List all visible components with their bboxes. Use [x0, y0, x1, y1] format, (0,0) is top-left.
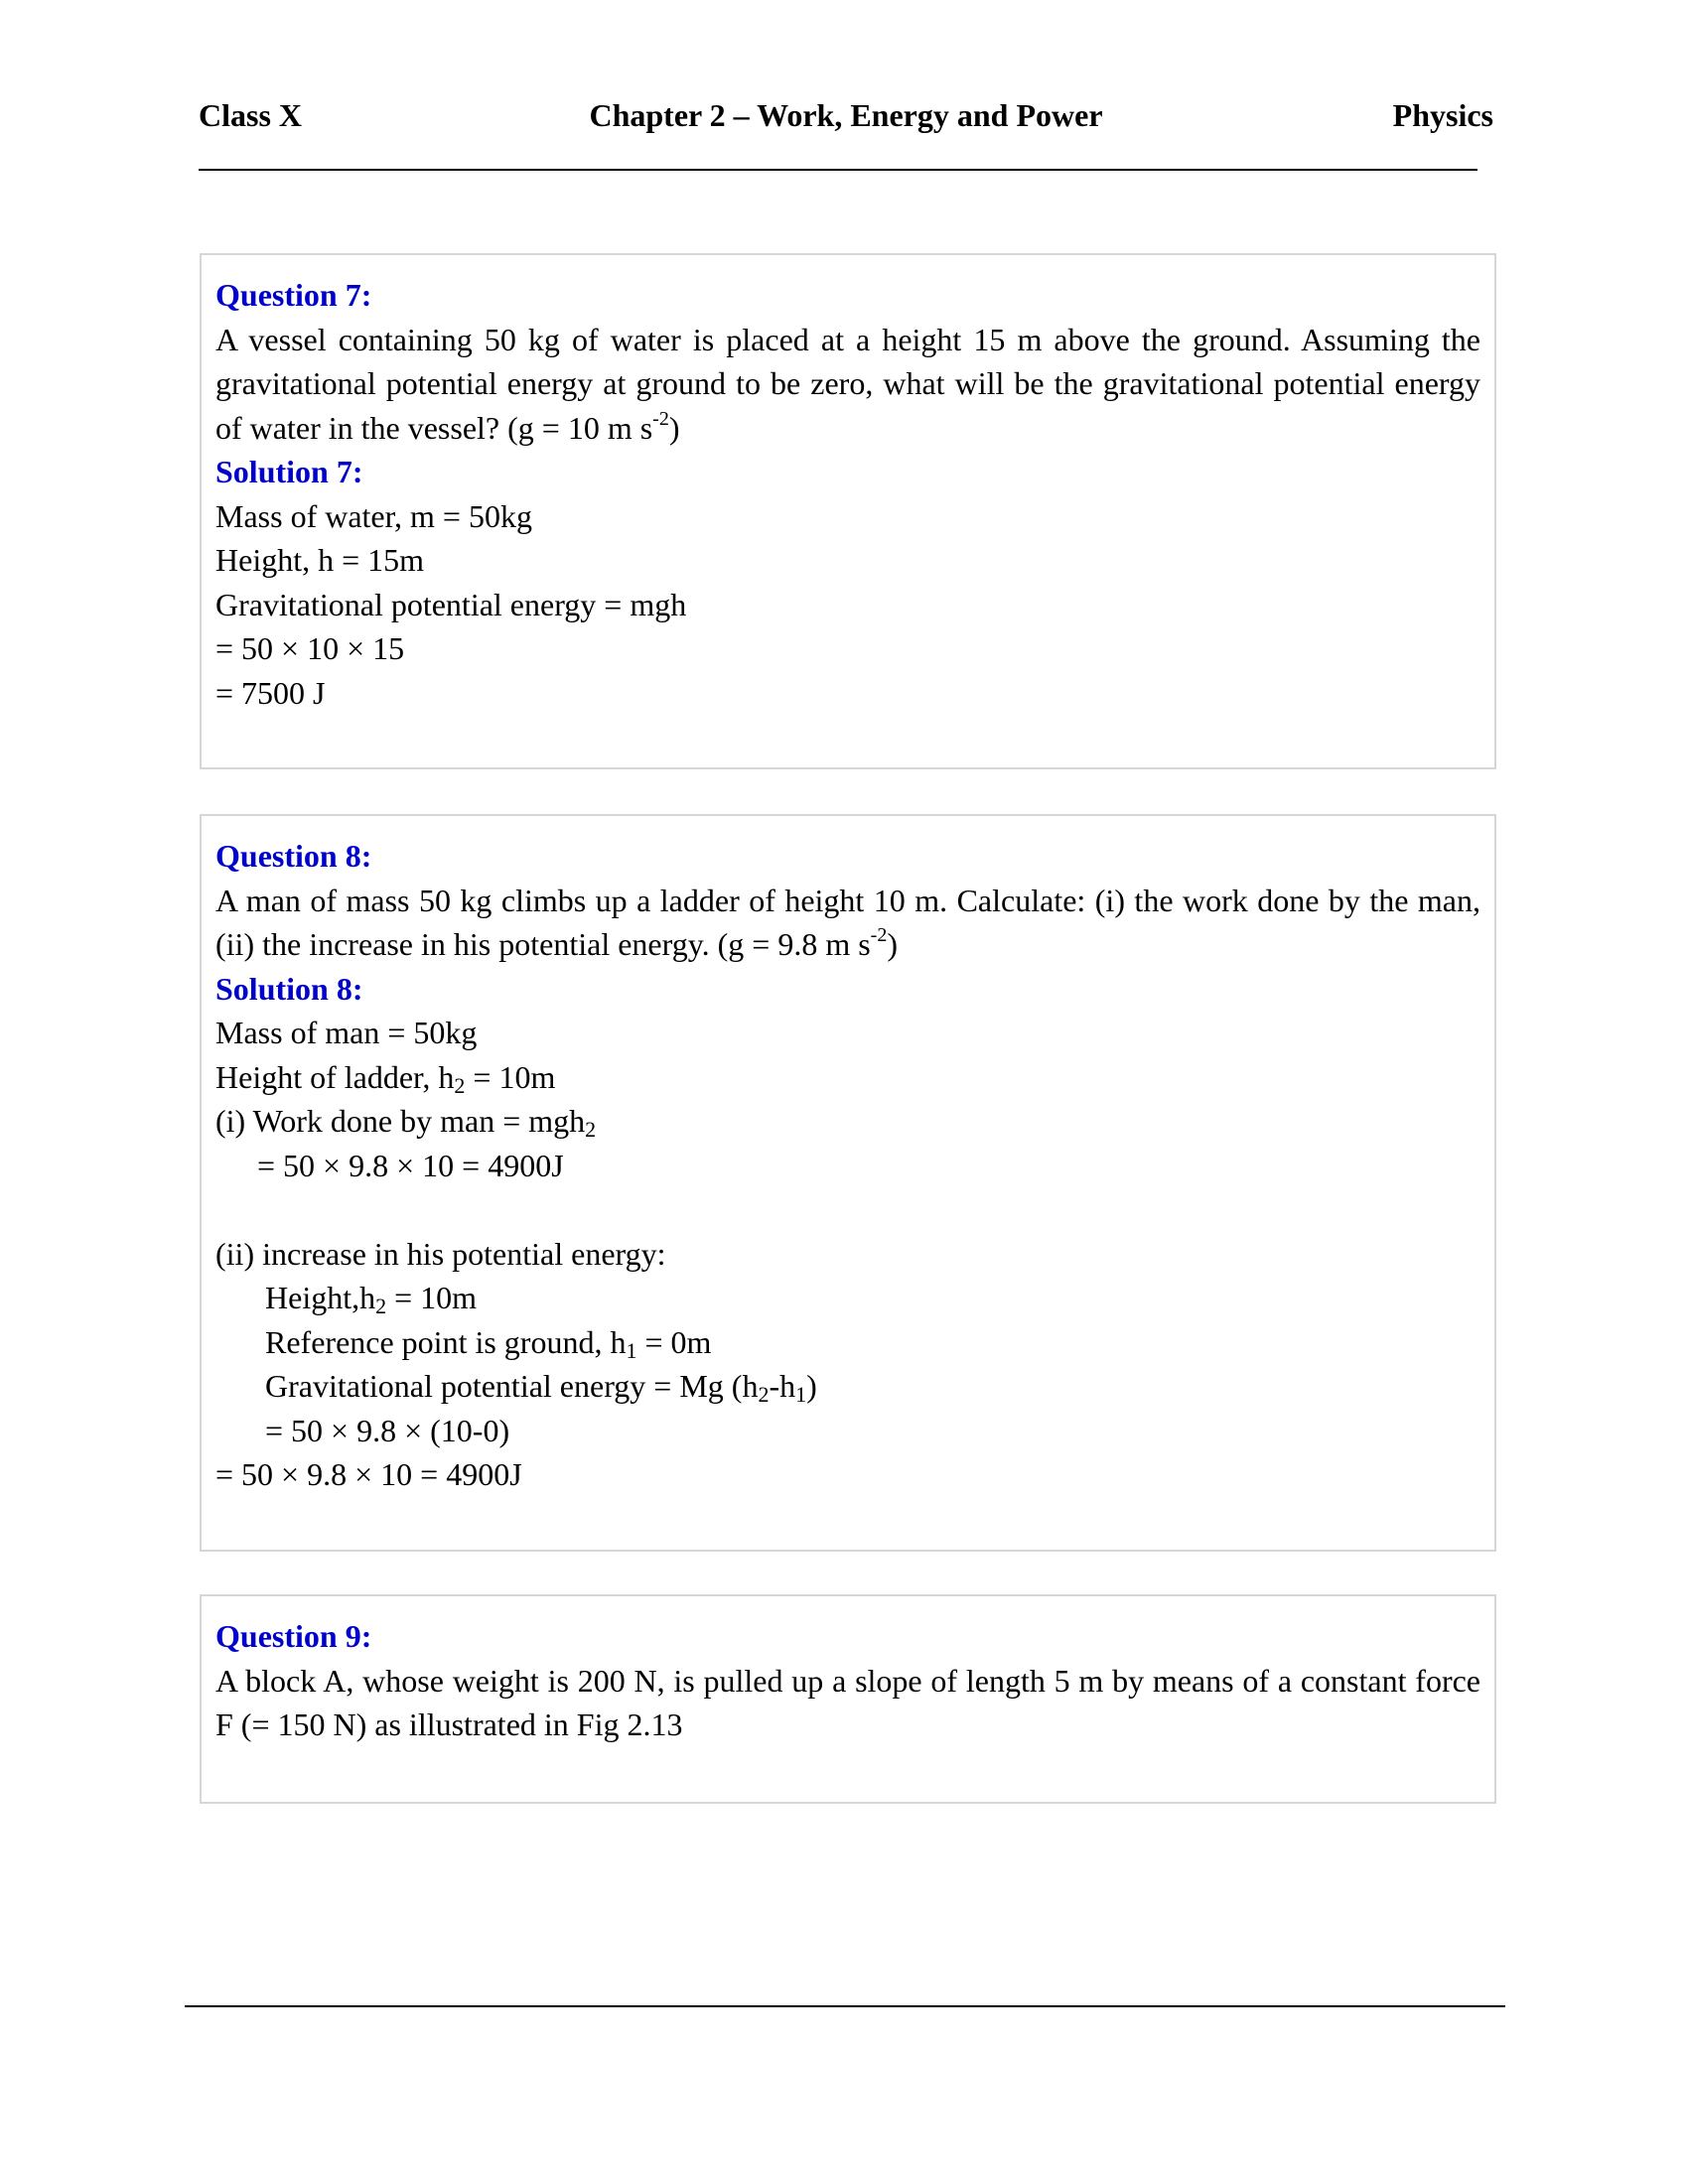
question-8-body: A man of mass 50 kg climbs up a ladder of height 10 m. Calculate: (i) the work done by the man, (ii) the increase in his potential energy. (g = 9.8 m s	[215, 882, 1480, 962]
solution-8-label: Solution 8:	[215, 970, 363, 1007]
pe-heading: (ii) increase in his potential energy:	[215, 1235, 666, 1272]
solution-7-line: Gravitational potential energy = mgh	[215, 586, 687, 622]
h2-subscript: 2	[375, 1294, 387, 1318]
solution-7-line: = 7500 J	[215, 674, 326, 711]
work-done-line	[215, 1099, 1480, 1144]
gpe-subscript-1: 1	[795, 1382, 807, 1407]
work-done-subscript: 2	[585, 1117, 597, 1142]
gpe-calc-line: = 50 × 9.8 × (10-0)	[265, 1412, 510, 1448]
h2-value: = 10m	[386, 1280, 478, 1315]
gpe-formula-line	[215, 1364, 1480, 1409]
question-7-content	[215, 273, 1480, 715]
question-7-box	[200, 253, 1496, 769]
chapter-title: Chapter 2 – Work, Energy and Power	[589, 97, 1103, 133]
h1-text: Reference point is ground, h	[265, 1323, 627, 1360]
question-7-label: Question 7:	[215, 277, 372, 313]
question-9-content	[215, 1614, 1480, 1747]
work-done-text: (i) Work done by man = mgh	[215, 1103, 586, 1139]
question-7-exponent: -2	[652, 407, 669, 430]
solution-7-line: Height, h = 15m	[215, 542, 425, 578]
gpe-subscript-2: 2	[758, 1382, 770, 1407]
question-7-body: A vessel containing 50 kg of water is placed at a height 15 m above the ground. Assuming the gravitational potential energy at ground to be zero, what will be the gravitational potential energy of water in the vessel? (g = 10 m s	[215, 321, 1480, 446]
height-text: Height of ladder, h	[215, 1058, 455, 1095]
question-7-close: )	[668, 409, 680, 446]
question-9-text: A block A, whose weight is 200 N, is pulled up a slope of length 5 m by means of a constant force F (= 150 N) as illustrated in Fig 2.13	[215, 1662, 1480, 1742]
gpe-result-line: = 50 × 9.8 × 10 = 4900J	[215, 1456, 522, 1492]
h1-value: = 0m	[636, 1323, 712, 1360]
question-8-content	[215, 834, 1480, 1497]
question-8-text	[215, 879, 1480, 967]
solution-7-label: Solution 7:	[215, 454, 363, 489]
question-8-box	[200, 814, 1496, 1552]
class-label: Class X	[199, 97, 303, 133]
question-7-text	[215, 318, 1480, 451]
question-8-close: )	[887, 926, 898, 962]
gpe-text: Gravitational potential energy = Mg (h	[265, 1368, 759, 1404]
solution-7-line: = 50 × 10 × 15	[215, 630, 405, 666]
work-calc-line: = 50 × 9.8 × 10 = 4900J	[257, 1147, 564, 1183]
h1-line	[215, 1320, 1480, 1365]
height-line	[215, 1055, 1480, 1100]
page-header	[199, 95, 1493, 145]
h2-line	[215, 1276, 1480, 1320]
question-9-box	[200, 1594, 1496, 1804]
solution-7-line: Mass of water, m = 50kg	[215, 497, 532, 534]
mass-line: Mass of man = 50kg	[215, 1015, 478, 1050]
height-subscript: 2	[454, 1072, 466, 1098]
h1-subscript: 1	[626, 1337, 637, 1363]
header-divider	[199, 169, 1477, 171]
footer-divider	[185, 2005, 1505, 2007]
height-value: = 10m	[465, 1058, 556, 1095]
h2-text: Height,h	[265, 1280, 376, 1315]
question-8-label: Question 8:	[215, 838, 372, 874]
spacer	[215, 1187, 1480, 1232]
gpe-close: )	[806, 1368, 817, 1404]
question-9-label: Question 9:	[215, 1618, 372, 1654]
question-8-exponent: -2	[870, 924, 888, 946]
gpe-minus: -h	[769, 1368, 796, 1404]
subject-label: Physics	[1392, 97, 1493, 133]
